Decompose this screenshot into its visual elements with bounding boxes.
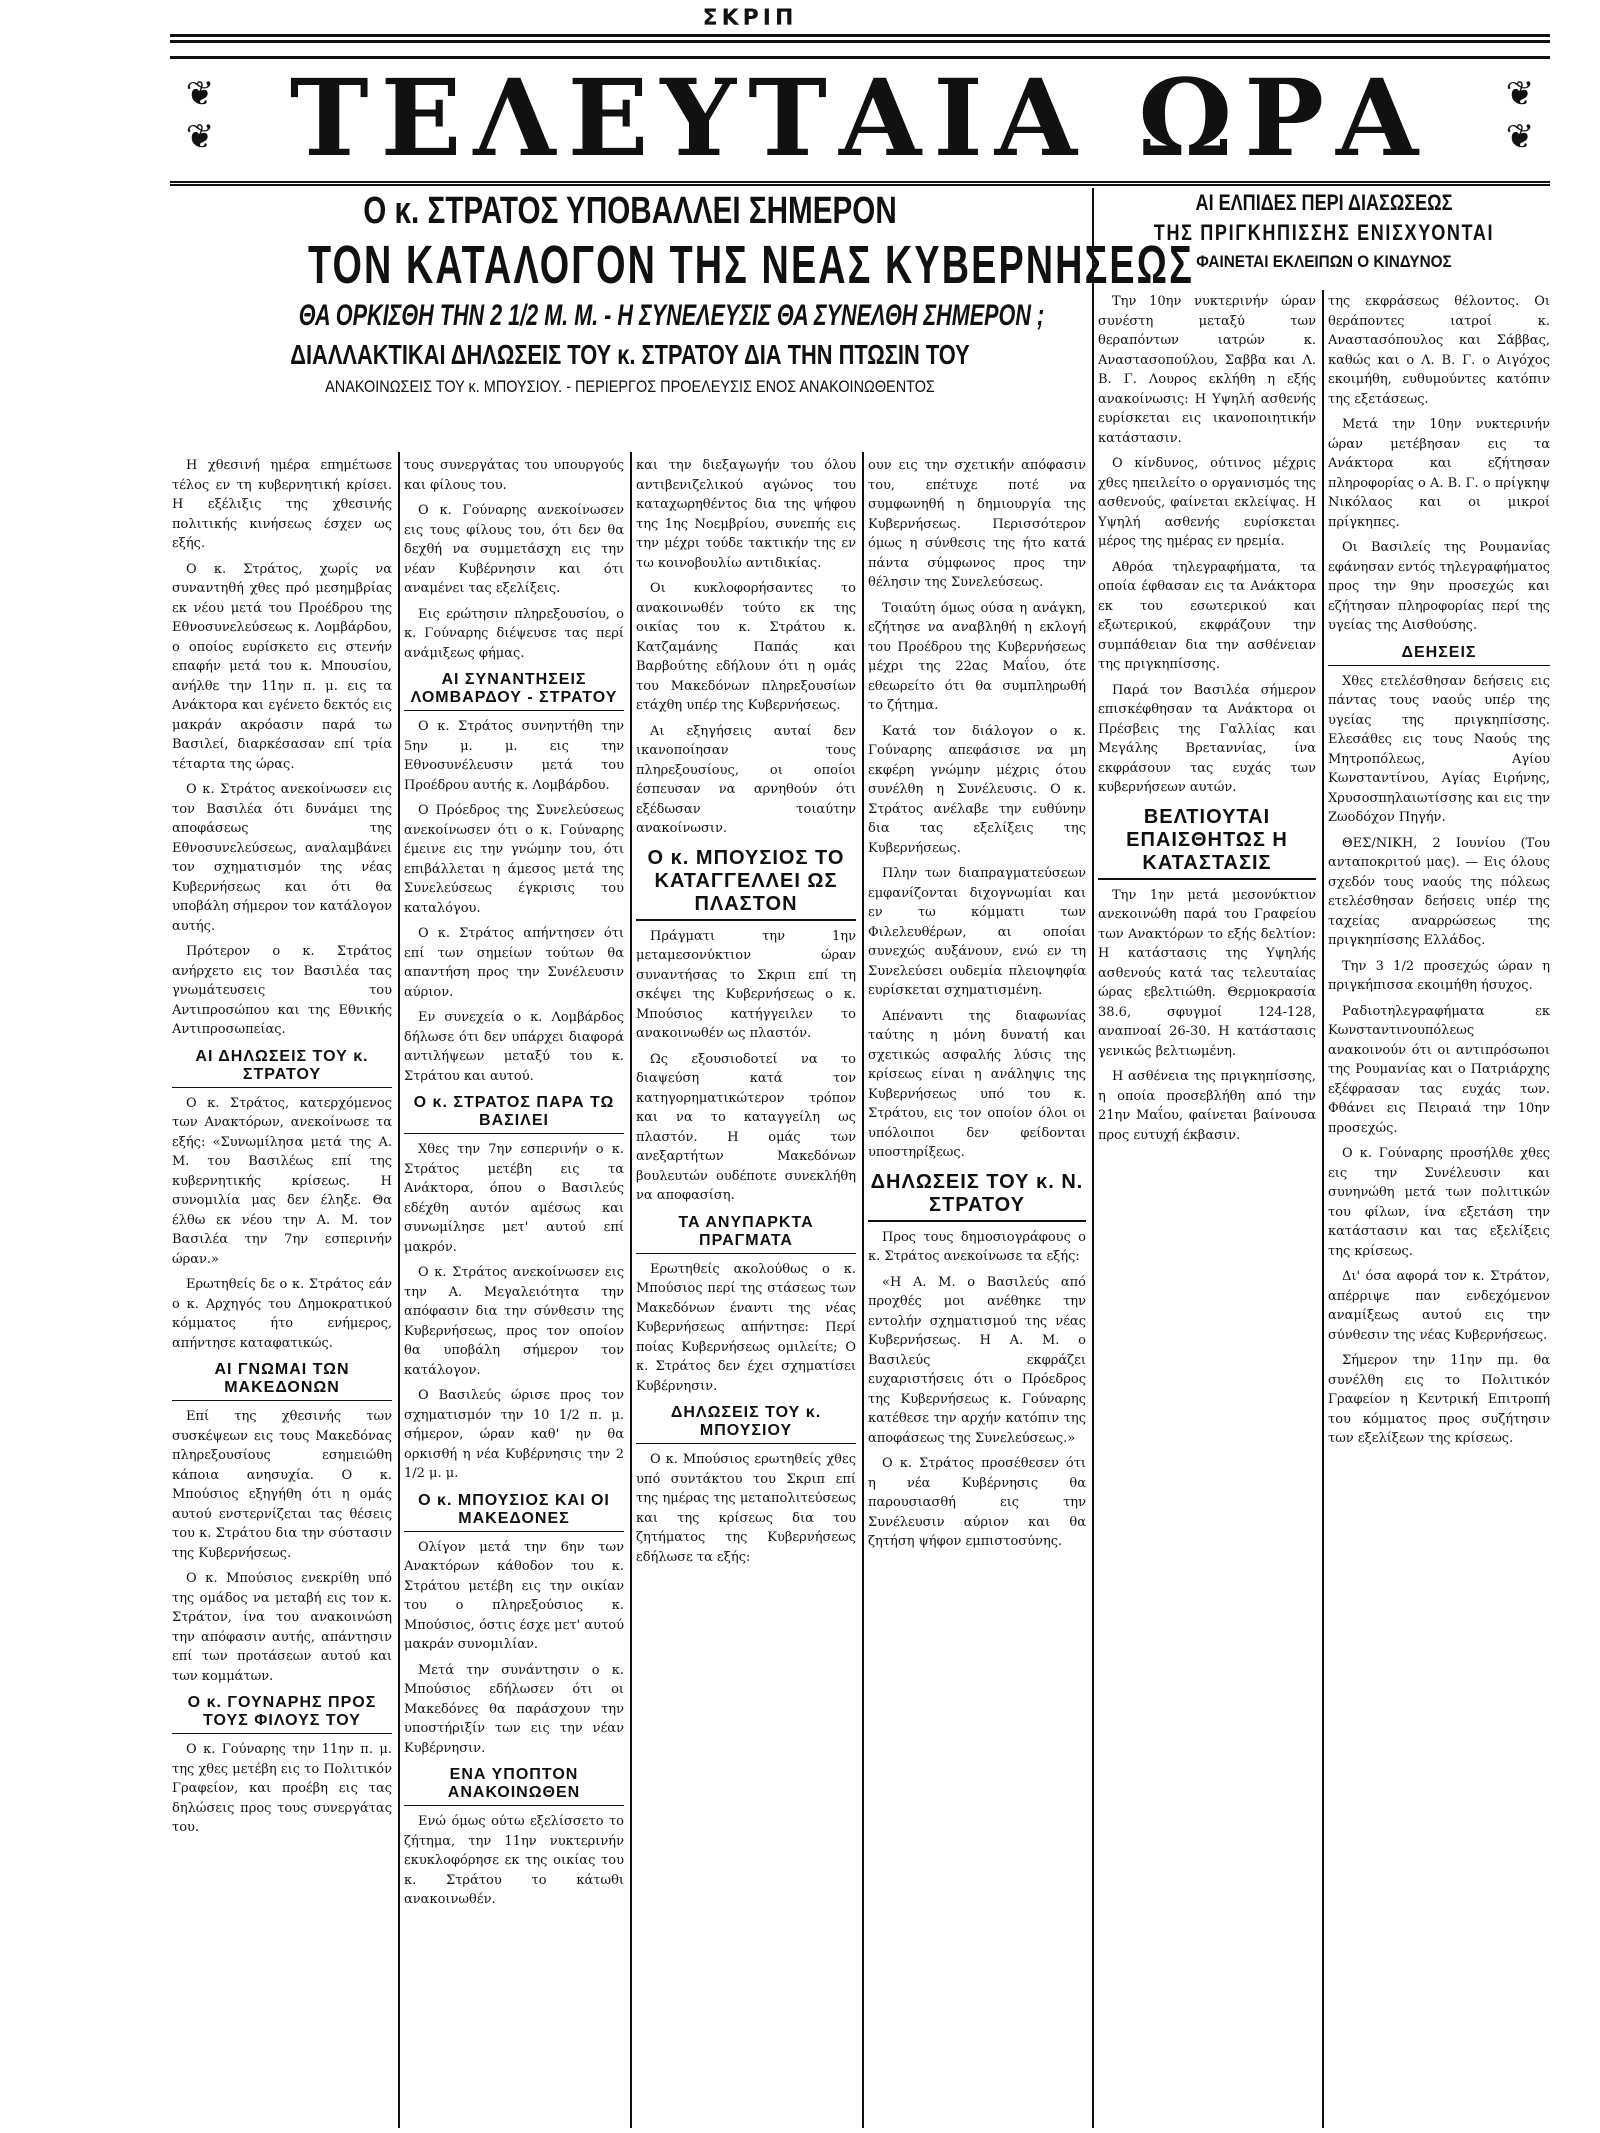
section-heading: Ο κ. ΓΟΥΝΑΡΗΣ ΠΡΟΣ ΤΟΥΣ ΦΙΛΟΥΣ ΤΟΥ <box>172 1694 392 1734</box>
main-headline-block <box>170 188 1194 448</box>
section-heading: ΑΙ ΔΗΛΩΣΕΙΣ ΤΟΥ κ. ΣΤΡΑΤΟΥ <box>172 1048 392 1088</box>
paragraph: Κατά τον διάλογον ο κ. Γούναρης απεφάσισε να μη εκφέρη γνώμην μέχρις ότου συνέλθη η Συνέλευσις. Ο κ. Στράτος ανέλαβε την ευθύνην δια τας εξελίξεις της Κυβερνήσεως. <box>868 723 1086 856</box>
paper-name: ΣΚΡΙΠ <box>702 6 798 31</box>
paragraph: Ο κ. Στράτος συνηντήθη την 5ην μ. μ. εις την Εθνοσυνέλευσιν μετά του Προέδρου αυτής κ. Λομβάρδου. <box>404 719 624 793</box>
section-heading: Ο κ. ΣΤΡΑΤΟΣ ΠΑΡΑ ΤΩ ΒΑΣΙΛΕΙ <box>404 1094 624 1134</box>
paragraph: Χθες ετελέσθησαν δεήσεις εις πάντας τους ναούς υπέρ της υγείας της πριγκηπίσσης. Ελεσάθες εις τους Ναούς της Μητροπόλεως, Αγίου Κωνσταντίνου, Αγίας Ειρήνης, Χρυσοσπηλαιωτίσσης και εις την Ζωοδόχον Πηγήν. <box>1328 673 1550 825</box>
masthead-title: ΤΕΛΕΥΤΑΙΑ ΩΡΑ <box>289 55 1431 180</box>
paragraph: Η ασθένεια της πριγκηπίσσης, η οποία προσεβλήθη από την 21ην Μαΐου, φαίνεται βαίνουσα προς ευτυχή έκβασιν. <box>1098 1069 1316 1143</box>
right-headline-2: ΤΗΣ ΠΡΙΓΚΗΠΙΣΣΗΣ ΕΝΙΣΧΥΟΝΤΑΙ <box>1153 220 1495 245</box>
section-heading: ΤΑ ΑΝΥΠΑΡΚΤΑ ΠΡΑΓΜΑΤΑ <box>636 1214 856 1254</box>
paragraph: Ο κ. Γούναρης την 11ην π. μ. της χθες μετέβη εις το Πολιτικόν Γραφείον, και προέβη εις τας δηλώσεις προς τους συνεργάτας του. <box>172 1742 392 1835</box>
paragraph: Την 1ην μετά μεσονύκτιον ανεκοινώθη παρά του Γραφείου των Ανακτόρων το εξής δελτίον: Η κατάστασις της Υψηλής ασθενούς κατά τας τελευταίας ώρας εβελτιώθη. Θερμοκρασία 38.6, σφυγμοί 124-128, αναπνοαί 26-30. Η κατάστασις γενικώς βελτιωμένη. <box>1098 887 1316 1059</box>
paragraph: Ερωτηθείς ακολούθως ο κ. Μπούσιος περί της στάσεως των Μακεδόνων έναντι της νέας Κυβερνήσεως απήντησε: Περί ποίας Κυβερνήσεως ομιλείτε; Ο κ. Στράτος δεν έχει σχηματίσει Κυβέρνησιν. <box>636 1261 856 1394</box>
headline-2: ΤΟΝ ΚΑΤΑΛΟΓΟΝ ΤΗΣ ΝΕΑΣ ΚΥΒΕΡΝΗΣΕΩΣ <box>308 235 1194 295</box>
paragraph: Τοιαύτη όμως ούσα η ανάγκη, εζήτησε να αναβληθή η εκλογή του Προέδρου της Κυβερνήσεως μέχρι της 22ας Μαΐου, ότε εθεωρείτο ότι θα συμπληρωθή το ζήτημα. <box>868 600 1086 713</box>
paragraph: Μετά την συνάντησιν ο κ. Μπούσιος εδήλωσεν ότι οι Μακεδόνες θα παράσχουν την υποστήριξίν των εις την νέαν Κυβέρνησιν. <box>404 1662 624 1756</box>
paragraph: Πρότερον ο κ. Στράτος ανήρχετο εις τον Βασιλέα τας γνωμάτευσεις του Αντιπροσώπου και της Εθνικής Αντιπροσωπείας. <box>172 944 392 1037</box>
section-heading: ΕΝΑ ΥΠΟΠΤΟΝ ΑΝΑΚΟΙΝΩΘΕΝ <box>404 1766 624 1806</box>
paragraph: Ο κίνδυνος, ούτινος μέχρις χθες ηπειλείτο ο οργανισμός της ασθενούς, φαίνεται εκλείψας. Η Υψηλή ασθενής ευρίσκεται μέρος της ημέρας εν ηρεμία. <box>1098 456 1316 549</box>
headline-3: ΘΑ ΟΡΚΙΣΘΗ ΤΗΝ 2 1/2 Μ. Μ. - Η ΣΥΝΕΛΕΥΣΙΣ ΘΑ ΣΥΝΕΛΘΗ ΣΗΜΕΡΟΝ ; <box>298 299 1045 332</box>
headline-5: ΑΝΑΚΟΙΝΩΣΕΙΣ ΤΟΥ κ. ΜΠΟΥΣΙΟΥ. - ΠΕΡΙΕΡΓΟΣ ΠΡΟΕΛΕΥΣΙΣ ΕΝΟΣ ΑΝΑΚΟΙΝΩΘΕΝΤΟΣ <box>325 377 935 396</box>
paragraph: Προς τους δημοσιογράφους ο κ. Στράτος ανεκοίνωσε τα εξής: <box>868 1229 1086 1264</box>
paragraph: Ενώ όμως ούτω εξελίσσετο το ζήτημα, την 11ην νυκτερινήν εκυκλοφόρησε εκ της οικίας του κ. Στράτου το κάτωθι ανακοινωθέν. <box>404 1814 624 1907</box>
paragraph: Ο κ. Μπούσιος ενεκρίθη υπό της ομάδος να μεταβή εις τον κ. Στράτον, ίνα του ανακοινώση την απόφασιν αυτής, απάντησιν επί των προτάσεων αυτού και των κομμάτων. <box>172 1571 392 1684</box>
section-heading: ΔΗΛΩΣΕΙΣ ΤΟΥ κ. Ν. ΣΤΡΑΤΟΥ <box>868 1171 1086 1222</box>
column-divider <box>630 452 632 2128</box>
paragraph: Σήμερον την 11ην πμ. θα συνέλθη εις το Πολιτικόν Γραφείον η Κεντρική Επιτροπή του κόμματος προς συζήτησιν των εξελίξεων της κρίσεως. <box>1328 1353 1550 1446</box>
article-column-3 <box>636 456 856 2126</box>
article-column-1 <box>172 456 392 2126</box>
column-divider <box>398 452 400 2128</box>
paragraph: Ο κ. Στράτος, κατερχόμενος των Ανακτόρων, ανεκοίνωσε τα εξής: «Συνωμίλησα μετά της Α. Μ. του Βασιλέως επί της κυβερνητικής κρίσεως. Η συνομιλία μας δεν έληξε. Θα έλθω εκ νέου την Α. Μ. τον Βασιλέα την 7ην εσπερινήν ώραν.» <box>172 1095 392 1267</box>
paragraph: Ο κ. Στράτος ανεκοίνωσεν εις την Α. Μεγαλειότητα την απόφασιν δια την σύνθεσιν της Κυβερνήσεως, προς τον οποίον θα υποβάλη σήμερον τον κατάλογον. <box>404 1265 624 1378</box>
section-heading: ΒΕΛΤΙΟΥΤΑΙ ΕΠΑΙΣΘΗΤΩΣ Η ΚΑΤΑΣΤΑΣΙΣ <box>1098 806 1316 880</box>
paragraph: Ραδιοτηλεγραφήματα εκ Κωνσταντινουπόλεως ανακοινούν ότι οι αντιπρόσωποι της Ρουμανίας και ο Πατριάρχης εξέφρασαν τας ευχάς των. Φθάνει εις Πειραιά την 10ην προσεχώς. <box>1328 1003 1550 1136</box>
paragraph: και την διεξαγωγήν του όλου αντιβενιζελικού αγώνος του καταχωρηθέντος δια της ψήφου της 1ης Νοεμβρίου, συνεπής εις την μέχρι τούδε τακτικήν της εν τω κοινοβουλίω αντιδικίας. <box>636 458 856 571</box>
section-heading: ΑΙ ΓΝΩΜΑΙ ΤΩΝ ΜΑΚΕΔΟΝΩΝ <box>172 1361 392 1401</box>
paragraph: ΘΕΣ/ΝΙΚΗ, 2 Ιουνίου (Του ανταποκριτού μας). — Εις όλους σχεδόν τους ναούς της πόλεως ετελέσθησαν δεήσεις υπέρ της ταχείας αναρρώσεως της πριγκηπίσσης Ελλάδος. <box>1328 835 1550 948</box>
paragraph: ουν εις την σχετικήν απόφασιν του, επέτυχε ποτέ να συμφωνηθή η δημιουργία της Κυβερνήσεως. Περισσότερον όμως η σύνθεσις της ήτο κατά πάντα σύμφωνος προς την θέλησιν της Συνελεύσεως. <box>868 458 1086 590</box>
paragraph: Εν συνεχεία ο κ. Λομβάρδος δήλωσε ότι δεν υπάρχει διαφορά αντιλήψεων μεταξύ του κ. Στράτου και αυτού. <box>404 1010 624 1084</box>
right-ornament-icon: ❦ ❦ <box>1505 74 1535 157</box>
paragraph: Αθρόα τηλεγραφήματα, τα οποία έφθασαν εις τα Ανάκτορα εκ του εσωτερικού και εξωτερικού, εκφράζουν την συμπάθειαν δια την ασθένειαν της πριγκηπίσσης. <box>1098 559 1316 672</box>
paragraph: της εκφράσεως θέλοντος. Οι θεράποντες ιατροί κ. Αναστασόπουλος και Σάββας, καθώς και ο Λ. Β. Γ. ο Αιγόχος εκοιμήθη, ευθυμούντες κατόπιν της εξετάσεως. <box>1328 294 1550 407</box>
paragraph: Η χθεσινή ημέρα επημέτωσε τέλος εν τη κυβερνητική κρίσει. Η εξέλιξις της χθεσινής πολιτικής κινήσεως έσχεν ως εξής. <box>172 458 392 551</box>
paragraph: Χθες την 7ην εσπερινήν ο κ. Στράτος μετέβη εις τα Ανάκτορα, όπου ο Βασιλεύς εδέχθη αυτόν αμέσως και συνωμίλησε μετ' αυτού επί μακρόν. <box>404 1142 624 1255</box>
paragraph: Ως εξουσιοδοτεί να το διαψεύση κατά τον κατηγορηματικώτερον τρόπον και να το καταγγείλη ως πλαστόν. Η ομάς των ανεξαρτήτων Μακεδόνων βουλευτών ουδέποτε συνεκλήθη να αποφασίση. <box>636 1051 856 1203</box>
paragraph: Πράγματι την 1ην μεταμεσονύκτιον ώραν συναντήσας το Σκριπ επί τη σκέψει της Κυβερνήσεως ο κ. Μπούσιος κατήγγειλεν το ανακοινωθέν ως πλαστόν. <box>636 928 856 1041</box>
paragraph: τους συνεργάτας του υπουργούς και φίλους του. <box>404 458 624 493</box>
top-rule-thin <box>170 40 1550 43</box>
right-column-2 <box>1328 292 1550 2126</box>
section-heading: ΔΗΛΩΣΕΙΣ ΤΟΥ κ. ΜΠΟΥΣΙΟΥ <box>636 1404 856 1444</box>
paragraph: Την 3 1/2 προσεχώς ώραν η πριγκήπισσα εκοιμήθη ήσυχος. <box>1328 958 1550 993</box>
paragraph: Ο Βασιλεύς ώρισε προς τον σχηματισμόν την 10 1/2 π. μ. σήμερον, ώραν καθ' ην θα ορκισθή η νέα Κυβέρνησις την 2 1/2 μ. μ. <box>404 1388 624 1481</box>
paragraph: Ο κ. Στράτος, χωρίς να συναντηθή χθες πρό μεσημβρίας εκ νέου μετά του Προέδρου της Εθνοσυνελεύσεως κ. Λομβάρδου, ο οποίος ευρίσκετο εις στενήν επαφήν μετά του κ. Μπουσίου, ανήλθε την 11ην π. μ. εις τα Ανάκτορα και εγένετο δεκτός εις μακράν ακρόασιν παρά τω Βασιλεί, διαρκέσασαν επί τρία τέταρτα της ώρας. <box>172 561 392 772</box>
section-heading: Ο κ. ΜΠΟΥΣΙΟΣ ΤΟ ΚΑΤΑΓΓΕΛΛΕΙ ΩΣ ΠΛΑΣΤΟΝ <box>636 847 856 921</box>
paragraph: Μετά την 10ην νυκτερινήν ώραν μετέβησαν εις τα Ανάκτορα και εζήτησαν πληροφορίας ο Α. Β. Γ. ο πρίγκηψ Νικόλαος και οι μικροί πρίγκηπες. <box>1328 417 1550 530</box>
right-headline-block <box>1098 188 1550 284</box>
paragraph: Παρά τον Βασιλέα σήμερον επισκέφθησαν τα Ανάκτορα οι Πρέσβεις της Γαλλίας και Μεγάλης Βρεταννίας, ίνα εκφράσουν τας ευχάς των κυβερνήσεων αυτών. <box>1098 682 1316 795</box>
article-column-4 <box>868 456 1086 2126</box>
right-headline-1: ΑΙ ΕΛΠΙΔΕΣ ΠΕΡΙ ΔΙΑΣΩΣΕΩΣ <box>1195 190 1453 215</box>
paragraph: Αι εξηγήσεις αυταί δεν ικανοποίησαν τους πληρεξουσίους, οι οποίοι έσπευσαν να αρνηθούν ότι εξέδωσαν τοιαύτην ανακοίνωσιν. <box>636 723 856 836</box>
right-column-1 <box>1098 292 1316 2126</box>
paragraph: Ο Πρόεδρος της Συνελεύσεως ανεκοίνωσεν ότι ο κ. Γούναρης έμεινε εις την γνώμην του, ότι επιβάλλεται η άμεσος μετά της Συνελεύσεως έγκρισις του καταλόγου. <box>404 803 624 916</box>
paragraph: Επί της χθεσινής των συσκέψεων εις τους Μακεδόνας πληρεξουσίους εσημειώθη κάποια ανησυχία. Ο κ. Μπούσιος εξηγήθη ότι η ομάς αυτού ενστερνίζεται τας θέσεις του κ. Στράτου δια την σύστασιν της Κυβερνήσεως. <box>172 1409 392 1561</box>
paragraph: Ο κ. Στράτος προσέθεσεν ότι η νέα Κυβέρνησις θα παρουσιασθή εις την Συνέλευσιν αύριον και θα ζητήση ψήφον εμπιστοσύνης. <box>868 1456 1086 1549</box>
masthead <box>170 56 1550 186</box>
paragraph: Απέναντι της διαφωνίας ταύτης η μόνη δυνατή και σχετικώς ασφαλής λύσις της κρίσεως είναι η ανάληψις της Κυβερνήσεως υπό του κ. Στράτου, εις τον οποίον όλοι οι υπόλοιποι δεν φείδονται υποστηρίξεως. <box>868 1008 1086 1160</box>
headline-4: ΔΙΑΛΛΑΚΤΙΚΑΙ ΔΗΛΩΣΕΙΣ ΤΟΥ κ. ΣΤΡΑΤΟΥ ΔΙΑ ΤΗΝ ΠΤΩΣΙΝ ΤΟΥ <box>290 339 970 370</box>
paragraph: Ολίγον μετά την 6ην των Ανακτόρων κάθοδον του κ. Στράτου μετέβη εις την οικίαν του ο πληρεξούσιος κ. Μπούσιος, όστις έσχε μετ' αυτού μακράν συνομιλίαν. <box>404 1539 624 1652</box>
paragraph: Οι Βασιλείς της Ρουμανίας εφάνησαν εντός τηλεγραφήματος προς την 9ην προσεχώς και εζήτησαν πληροφορίας περί της υγείας της Αισθούσης. <box>1328 540 1550 633</box>
headline-1: Ο κ. ΣΤΡΑΤΟΣ ΥΠΟΒΑΛΛΕΙ ΣΗΜΕΡΟΝ <box>363 190 897 232</box>
paragraph: Εις ερώτησιν πληρεξουσίου, ο κ. Γούναρης διέψευσε τας περί ανάμιξεως φήμας. <box>404 606 624 661</box>
paragraph: Ο κ. Στράτος ανεκοίνωσεν εις τον Βασιλέα ότι δυνάμει της αποφάσεως της Εθνοσυνελεύσεως, αναλαμβάνει τον σχηματισμόν της νέας Κυβερνήσεως και ότι θα υποβάλη σήμερον τον κατάλογον αυτής. <box>172 782 392 934</box>
section-heading: Ο κ. ΜΠΟΥΣΙΟΣ ΚΑΙ ΟΙ ΜΑΚΕΔΟΝΕΣ <box>404 1492 624 1532</box>
paragraph: Πλην των διαπραγματεύσεων εμφανίζονται διχογνωμίαι και εν τω κόμματι των Φιλελευθέρων, αι οποίαι συνεχώς αυξάνουν, ενώ εν τη Συνελεύσει ουδεμία πλειοψηφία ευρίσκεται σχηματισμένη. <box>868 866 1086 998</box>
left-ornament-icon: ❦ ❦ <box>185 74 215 157</box>
paragraph: Ερωτηθείς δε ο κ. Στράτος εάν ο κ. Αρχηγός του Δημοκρατικού κόμματος ήτο ενήμερος, απήντησε καταφατικώς. <box>172 1277 392 1351</box>
paragraph: Ο κ. Στράτος απήντησεν ότι επί των σημείων τούτων θα απαντήση προς την Συνέλευσιν αύριον. <box>404 926 624 1000</box>
paragraph: Δι' όσα αφορά τον κ. Στράτον, απέρριψε παν ενδεχόμενον αναμίξεως αυτού εις την σύνθεσιν της νέας Κυβερνήσεως. <box>1328 1269 1550 1343</box>
column-divider <box>1322 290 1324 2128</box>
paragraph: Οι κυκλοφορήσαντες το ανακοινωθέν τούτο εκ της οικίας του κ. Στράτου κ. Κατζαμάνης Παπάς και Βαρβούτης εδήλουν ότι η ομάς του Μακεδόνων πληρεξουσίων ετάχθη υπέρ της Κυβερνήσεως. <box>636 581 856 713</box>
paragraph: «Η Α. Μ. ο Βασιλεύς από προχθές μοι ανέθηκε την εντολήν σχηματισμού της νέας Κυβερνήσεως. Η Α. Μ. ο Βασιλεύς εκφράζει ευχαριστήσεις ότι ο Πρόεδρος της Κυβερνήσεως κ. Γούναρης κατέθεσε την αρχήν κατόπιν της αποφάσεως της Συνελεύσεως.» <box>868 1274 1086 1446</box>
column-divider <box>1092 188 1094 2128</box>
section-heading: ΔΕΗΣΕΙΣ <box>1328 644 1550 666</box>
paragraph: Την 10ην νυκτερινήν ώραν συνέστη μεταξύ των θεραπόντων ιατρών κ. Αναστασοπούλου, Σαββα και Λ. Β. Γ. Λουρος εκλήθη η εξής ανακοίνωσις: Η Υψηλή ασθενής ευρίσκεται εις ικανοποιητικήν κατάστασιν. <box>1098 294 1316 446</box>
paragraph: Ο κ. Γούναρης προσήλθε χθες εις την Συνέλευσιν και συνηνώθη μετά των πολιτικών του φίλων, ίνα εξετάση την κατάστασιν και τας εξελίξεις της κρίσεως. <box>1328 1146 1550 1259</box>
right-headline-3: ΦΑΙΝΕΤΑΙ ΕΚΛΕΙΠΩΝ Ο ΚΙΝΔΥΝΟΣ <box>1196 252 1452 271</box>
section-heading: ΑΙ ΣΥΝΑΝΤΗΣΕΙΣ ΛΟΜΒΑΡΔΟΥ - ΣΤΡΑΤΟΥ <box>404 671 624 711</box>
top-rule <box>170 34 1550 37</box>
paragraph: Ο κ. Μπούσιος ερωτηθείς χθες υπό συντάκτου του Σκριπ επί της ημέρας της μεταπολιτεύσεως και της κρίσεως δια του ζητήματος της Κυβερνήσεως εδήλωσε τα εξής: <box>636 1452 856 1565</box>
paragraph: Ο κ. Γούναρης ανεκοίνωσεν εις τους φίλους του, ότι δεν θα δεχθή να συμμετάσχη εις την νέαν Κυβέρνησιν και ότι αναμένει τας εξελίξεις. <box>404 503 624 596</box>
article-column-2 <box>404 456 624 2126</box>
column-divider <box>862 452 864 2128</box>
